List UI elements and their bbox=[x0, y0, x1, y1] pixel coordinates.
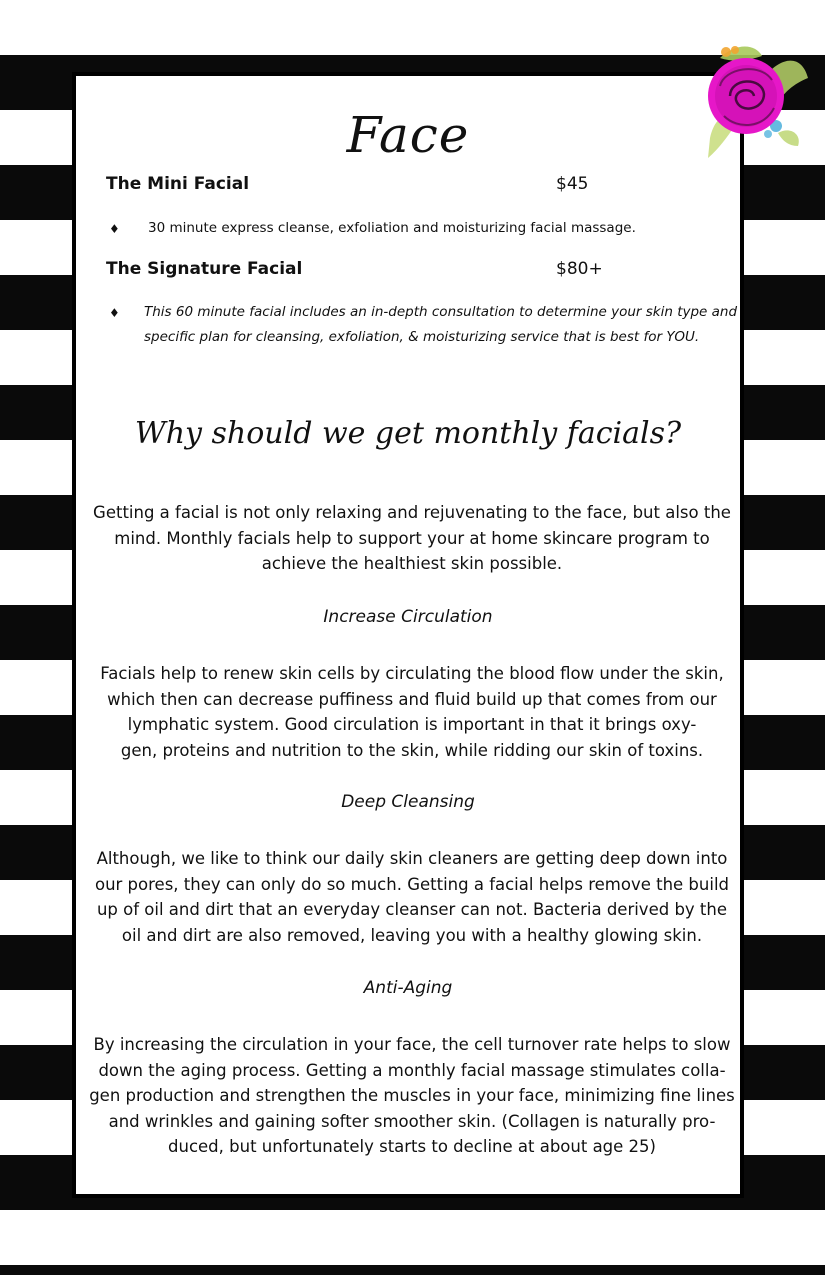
service-description-signature-facial-line1: This 60 minute facial includes an in-depth consultation to determine your skin type and bbox=[144, 304, 738, 320]
section-heading-anti-aging: Anti-Aging bbox=[363, 978, 453, 998]
section-body-cleansing bbox=[84, 846, 740, 948]
body-line: which then can decrease puffiness and fluid build up that comes from our bbox=[107, 689, 717, 709]
body-line: up of oil and dirt that an everyday cleanser can not. Bacteria derived by the bbox=[96, 900, 728, 919]
section-heading-cleansing: Deep Cleansing bbox=[341, 792, 475, 812]
service-description-mini-facial: 30 minute express cleanse, exfoliation and moisturizing facial massage. bbox=[148, 220, 636, 236]
service-name-mini-facial: The Mini Facial bbox=[106, 174, 250, 194]
bullet-icon: ♦ bbox=[109, 306, 120, 320]
service-price-mini-facial: $45 bbox=[556, 174, 589, 194]
section-body-circulation bbox=[84, 661, 740, 763]
intro-line: Getting a facial is not only relaxing and rejuvenating to the face, but also the bbox=[93, 503, 731, 522]
body-line: duced, but unfortunately starts to decline at about age 25) bbox=[168, 1137, 656, 1156]
intro-line: achieve the healthiest skin possible. bbox=[261, 554, 563, 573]
service-name-signature-facial: The Signature Facial bbox=[106, 259, 303, 279]
menu-card bbox=[72, 72, 744, 1198]
section-body-anti-aging bbox=[84, 1032, 740, 1160]
rose-icon bbox=[690, 38, 810, 168]
bullet-icon: ♦ bbox=[109, 222, 120, 236]
intro-line: mind. Monthly facials help to support your at home skincare program to bbox=[114, 528, 710, 548]
intro-paragraph bbox=[84, 500, 740, 577]
body-line: down the aging process. Getting a monthly facial massage stimulates colla- bbox=[98, 1060, 726, 1080]
body-line: and wrinkles and gaining softer smoother skin. (Collagen is naturally pro- bbox=[108, 1111, 716, 1131]
service-description-signature-facial-line2: specific plan for cleansing, exfoliation, & moisturizing service that is best for YOU. bbox=[144, 329, 700, 345]
body-line: Facials help to renew skin cells by circulating the blood flow under the skin, bbox=[100, 664, 724, 683]
service-price-signature-facial: $80+ bbox=[556, 259, 603, 279]
body-line: lymphatic system. Good circulation is important in that it brings oxy- bbox=[127, 715, 697, 734]
body-line: gen production and strengthen the muscles in your face, minimizing fine lines bbox=[89, 1086, 735, 1105]
body-line: gen, proteins and nutrition to the skin, while ridding our skin of toxins. bbox=[120, 740, 704, 760]
section-heading-circulation: Increase Circulation bbox=[323, 607, 493, 627]
body-line: Although, we like to think our daily skin cleaners are getting deep down into bbox=[96, 849, 728, 868]
why-heading: Why should we get monthly facials? bbox=[134, 416, 682, 451]
body-line: oil and dirt are also removed, leaving you with a healthy glowing skin. bbox=[121, 925, 703, 945]
body-line: our pores, they can only do so much. Getting a facial helps remove the build bbox=[94, 874, 730, 894]
body-line: By increasing the circulation in your face, the cell turnover rate helps to slow bbox=[93, 1035, 731, 1054]
page-title: Face bbox=[346, 106, 470, 164]
